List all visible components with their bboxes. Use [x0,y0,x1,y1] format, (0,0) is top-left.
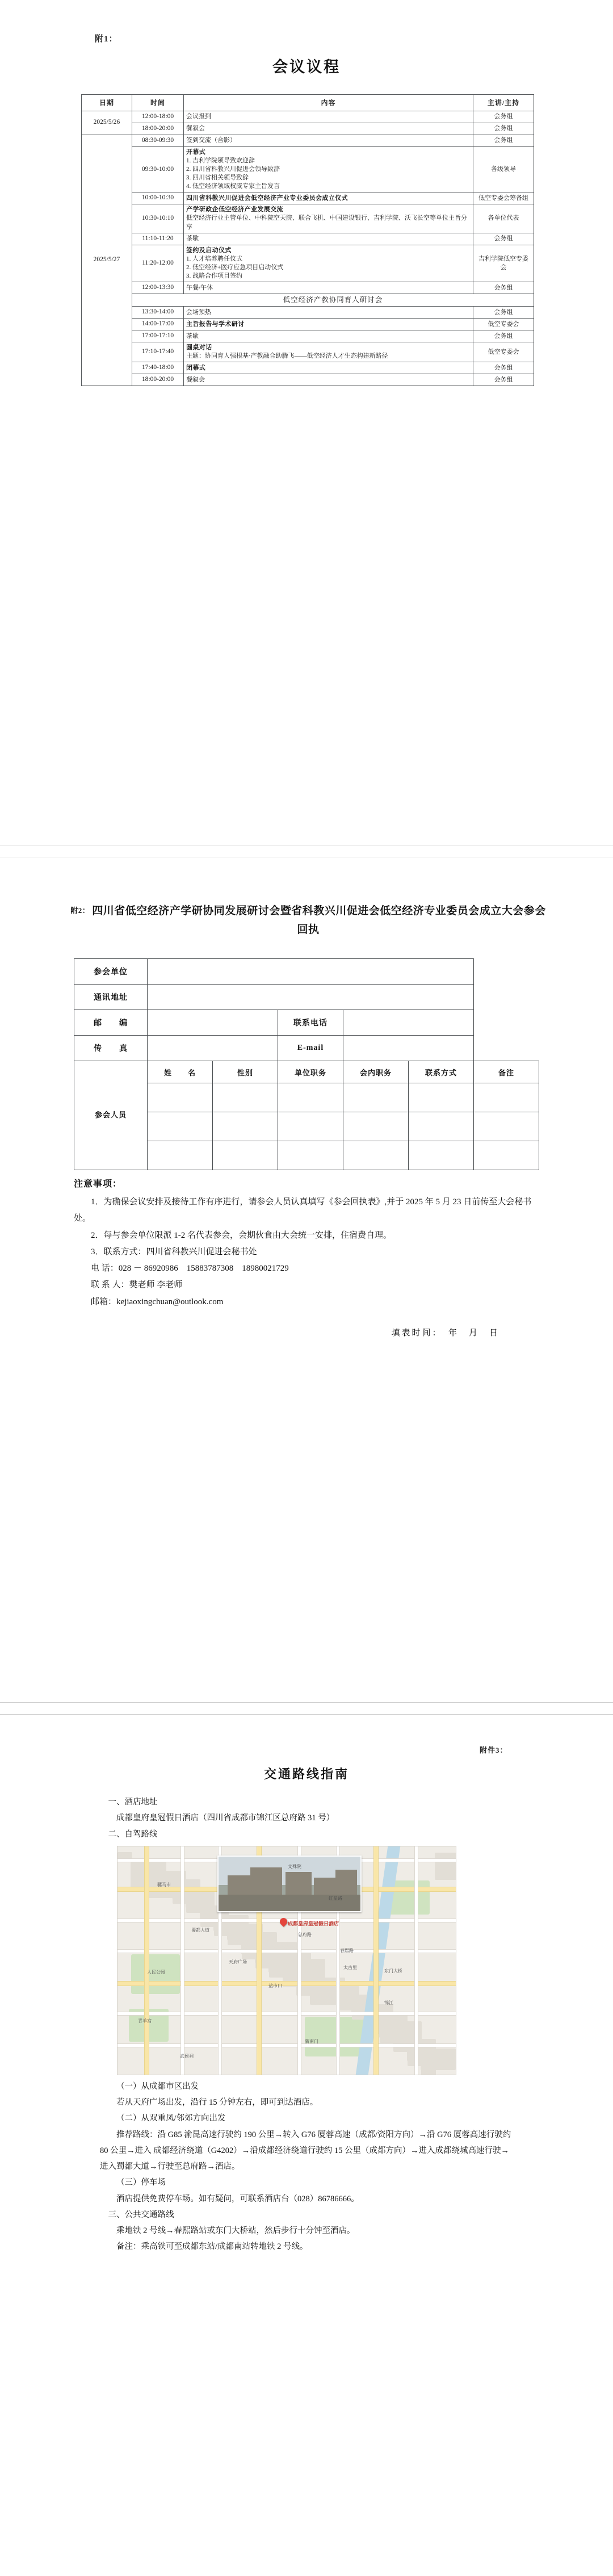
agenda-header-row [82,95,534,111]
agenda-time-cell: 12:00-13:30 [132,282,184,294]
agenda-time-cell: 13:30-14:00 [132,307,184,319]
field-gender[interactable] [213,1083,278,1112]
field-remark[interactable] [474,1083,539,1112]
map-road-horizontal [117,2044,456,2047]
agenda-host-cell: 低空专委会筹备组 [473,192,534,204]
map-place-label: 骡马市 [157,1882,171,1887]
transport-paragraph: （三）停车场 [116,2178,166,2188]
map-place-label: 红星路 [329,1895,342,1901]
page-separator-2 [0,1702,613,1715]
agenda-time-cell: 09:30-10:00 [132,146,184,192]
agenda-session-line: 签到交流（合影） [186,137,236,144]
col-header-position: 单位职务 [278,1061,343,1083]
map-place-label: 总府路 [298,1932,312,1937]
page-transport-guide [0,1715,613,2572]
receipt-heading [67,902,549,940]
agenda-row [82,342,534,362]
transport-paragraph: 备注：乘高铁可至成都东站/成都南站转地铁 2 号线。 [116,2242,308,2252]
agenda-host-cell: 会务组 [473,233,534,245]
field-name[interactable] [148,1141,213,1170]
attachment-label-3: 附件3： [480,1746,508,1754]
transport-section-heading: 二、自驾路线 [108,1829,158,1839]
agenda-content-cell [184,307,473,319]
agenda-time-cell: 14:00-17:00 [132,319,184,330]
attachment-label-2: 附2： [70,906,90,915]
col-header-remark: 备注 [474,1061,539,1083]
agenda-host-cell: 会务组 [473,362,534,374]
col-header-name: 姓 名 [148,1061,213,1083]
map-place-label: 成都皇府皇冠假日酒店 [288,1920,339,1926]
map-road-horizontal [117,1950,456,1953]
agenda-session-line: 餐叙会 [186,376,205,383]
field-mailing-address[interactable] [148,985,474,1010]
agenda-session-line: 午餐/午休 [186,284,213,291]
agenda-host-cell: 低空专委会 [473,319,534,330]
label-participants: 参会人员 [74,1061,148,1170]
agenda-time-cell: 12:00-18:00 [132,111,184,123]
col-header-inner-role: 会内职务 [343,1061,409,1083]
transport-section-heading: 三、公共交通路线 [108,2210,174,2219]
map-place-label: 东门大桥 [384,1968,402,1974]
agenda-session-line: 3. 四川省相关领导致辞 [186,174,249,182]
agenda-host-cell: 会务组 [473,307,534,319]
map-place-label: 武侯祠 [180,2053,194,2059]
map-place-label: 太古里 [343,1965,357,1970]
agenda-time-cell: 18:00-20:00 [132,123,184,135]
map-road-vertical [145,1846,149,2075]
map-city-block [435,1853,456,1880]
map-place-label: 青羊宫 [138,2018,152,2024]
note-item: 2．每与参会单位限派 1-2 名代表参会，会期伙食由大会统一安排，住宿费自理。 [91,1230,392,1240]
field-participating-unit[interactable] [148,959,474,985]
agenda-row [82,146,534,192]
notes-title: 注意事项： [74,1179,123,1189]
agenda-time-cell: 17:40-18:00 [132,362,184,374]
page-agenda [0,0,613,845]
agenda-row [82,233,534,245]
transport-paragraph: 推荐路线：沿 G85 渝昆高速行驶约 190 公里→转入 G76 厦蓉高速（成都/资阳方向）→沿 G76 厦蓉高速行驶约 80 公里→进入 成都经济绕道（G4202）→沿成都经济绕道行驶约 15 公里（成都方向）→进入成都绕城高速行驶→进入蜀都大道→行驶至总府路→酒店。 [100,2130,511,2172]
label-participating-unit: 参会单位 [74,959,148,985]
map-place-label: 春熙路 [340,1947,354,1953]
field-remark[interactable] [474,1112,539,1141]
agenda-content-cell [184,362,473,374]
map-place-label: 新南门 [305,2038,318,2044]
field-gender[interactable] [213,1141,278,1170]
note-item: 邮箱：kejiaoxingchuan@outlook.com [91,1297,224,1306]
agenda-session-title: 圆桌对话 [186,344,212,351]
field-name[interactable] [148,1112,213,1141]
transport-paragraph: 乘地铁 2 号线→春熙路站或东门大桥站，然后步行十分钟至酒店。 [116,2226,355,2236]
photo-building [228,1875,250,1895]
agenda-session-line: 1. 吉利学院领导致欢迎辞 [186,157,255,164]
map-city-block [268,1951,297,1972]
agenda-content-cell [184,330,473,342]
map-city-block [186,1898,200,1908]
agenda-session-title: 主旨报告与学术研讨 [186,320,245,328]
transport-paragraph: 酒店提供免费停车场。如有疑问，可联系酒店台（028）86786666。 [116,2194,359,2204]
photo-building [335,1870,357,1895]
receipt-form-table [74,958,539,1170]
field-inner-role[interactable] [343,1141,409,1170]
agenda-host-cell: 会务组 [473,111,534,123]
agenda-content-cell [184,146,473,192]
agenda-host-cell: 吉利学院低空专委会 [473,245,534,282]
col-header-content: 内容 [184,95,473,111]
agenda-content-cell [184,374,473,386]
transport-paragraph: （二）从双重凤/邻郊方向出发 [116,2114,226,2123]
map-place-label: 文殊院 [288,1863,301,1869]
map-place-label: 人民公园 [147,1969,165,1975]
agenda-row [82,245,534,282]
agenda-host-cell: 会务组 [473,282,534,294]
map-city-block [421,2049,456,2070]
field-position[interactable] [278,1083,343,1112]
label-postcode: 邮 编 [74,1010,148,1036]
agenda-date-cell: 2025/5/26 [82,111,132,135]
form-row-address [74,985,539,1010]
map-road-horizontal [117,1982,456,1986]
agenda-host-cell: 会务组 [473,123,534,135]
agenda-band-row [82,294,534,307]
field-contact-phone[interactable] [343,1010,474,1036]
form-fill-date-line: 填表时间： 年 月 日 [391,1329,499,1338]
agenda-host-cell: 会务组 [473,135,534,146]
agenda-host-cell: 会务组 [473,330,534,342]
agenda-content-cell [184,204,473,233]
page-separator-1 [0,845,613,857]
col-header-time: 时间 [132,95,184,111]
transport-paragraph: （一）从成都市区出发 [116,2081,199,2091]
agenda-content-cell [184,319,473,330]
agenda-content-cell [184,233,473,245]
field-gender[interactable] [213,1112,278,1141]
field-remark[interactable] [474,1141,539,1170]
agenda-session-line: 会场预热 [186,308,211,316]
agenda-content-cell [184,245,473,282]
map-place-label: 天府广场 [229,1959,247,1965]
agenda-date-cell: 2025/5/27 [82,135,132,386]
agenda-session-title: 四川省科教兴川促进会低空经济产业专业委员会成立仪式 [186,194,348,202]
agenda-session-line: 2. 四川省科教兴川促进会领导致辞 [186,165,280,173]
map-road-vertical [181,1846,184,2075]
photo-building [285,1872,312,1895]
field-contact[interactable] [409,1083,474,1112]
label-email: E-mail [278,1036,343,1061]
col-header-date: 日期 [82,95,132,111]
agenda-time-cell: 17:10-17:40 [132,342,184,362]
field-contact[interactable] [409,1141,474,1170]
agenda-content-cell: 餐叙会 [184,123,473,135]
agenda-content-cell [184,135,473,146]
agenda-session-title: 签约及启动仪式 [186,246,232,254]
field-contact[interactable] [409,1112,474,1141]
field-inner-role[interactable] [343,1112,409,1141]
map-park-area [305,2017,367,2056]
col-header-host: 主讲/主持 [473,95,534,111]
transport-section-heading: 一、酒店地址 [108,1798,158,1807]
field-email[interactable] [343,1036,474,1061]
map-road-vertical [374,1846,378,2075]
transport-paragraph: 成都皇府皇冠假日酒店（四川省成都市锦江区总府路 31 号） [116,1813,335,1823]
note-item: 联 系 人：樊老师 李老师 [91,1280,183,1290]
form-row-postcode-phone [74,1010,539,1036]
agenda-session-line: 茶歇 [186,235,199,242]
agenda-host-cell: 低空专委会 [473,342,534,362]
agenda-row [82,123,534,135]
agenda-time-cell: 11:10-11:20 [132,233,184,245]
agenda-host-cell: 会务组 [473,374,534,386]
transport-body [100,1794,514,2255]
agenda-session-line: 1. 人才培养聘任仪式 [186,255,242,262]
agenda-content-cell [184,282,473,294]
agenda-session-line: 2. 低空经济+医疗应急项目启动仪式 [186,264,284,271]
page-title-agenda: 会议议程 [272,58,341,76]
form-row-fax-email [74,1036,539,1061]
agenda-time-cell: 18:00-20:00 [132,374,184,386]
agenda-time-cell: 08:30-09:30 [132,135,184,146]
label-fax: 传 真 [74,1036,148,1061]
agenda-row [82,192,534,204]
agenda-session-title: 闭幕式 [186,364,206,371]
agenda-content-cell: 会议报到 [184,111,473,123]
agenda-band-label: 低空经济产教协同育人研讨会 [132,294,534,307]
agenda-row [82,374,534,386]
label-contact-phone: 联系电话 [278,1010,343,1036]
agenda-row [82,111,534,123]
agenda-time-cell: 17:00-17:10 [132,330,184,342]
map-city-block [227,1924,249,1940]
agenda-time-cell: 11:20-12:00 [132,245,184,282]
agenda-session-line: 主题：协同育人强根基·产教融合助腾飞——低空经济人才生态构建新路径 [186,353,388,360]
field-fax[interactable] [148,1036,278,1061]
agenda-row [82,135,534,146]
map-place-label: 盐市口 [268,1983,282,1988]
agenda-content-cell [184,342,473,362]
field-name[interactable] [148,1083,213,1112]
agenda-time-cell: 10:30-10:10 [132,204,184,233]
agenda-row [82,282,534,294]
page-title-transport: 交通路线指南 [263,1767,349,1781]
photo-building [250,1867,282,1895]
agenda-time-cell: 10:00-10:30 [132,192,184,204]
agenda-session-title: 开幕式 [186,148,206,156]
label-mailing-address: 通讯地址 [74,985,148,1010]
agenda-session-line: 4. 低空经济领域权威专家主旨发言 [186,183,280,190]
field-postcode[interactable] [148,1010,278,1036]
agenda-content-cell [184,192,473,204]
map-city-block [407,2039,422,2061]
map-place-label: 蜀都大道 [191,1927,209,1933]
agenda-row [82,204,534,233]
col-header-gender: 性别 [213,1061,278,1083]
note-item: 1．为确保会议安排及接待工作有序进行，请参会人员认真填写《参会回执表》,并于 2025 年 5 月 23 日前传至大会秘书处。 [74,1197,532,1224]
col-header-contact: 联系方式 [409,1061,474,1083]
agenda-table [81,94,534,386]
note-item: 3．联系方式：四川省科教兴川促进会秘书处 [91,1247,257,1256]
notes-block [74,1175,539,1310]
agenda-session-line: 低空经济行业主管单位、中科院空天院、联合飞机、中国建设银行、吉利学院、沃飞长空等单位主旨分享 [186,215,467,231]
agenda-row [82,330,534,342]
agenda-host-cell: 各单位代表 [473,204,534,233]
transport-paragraph: 若从天府广场出发，沿行 15 分钟左右，即可到达酒店。 [116,2098,318,2108]
page-registration-receipt [0,857,613,1702]
agenda-host-cell: 各级领导 [473,146,534,192]
form-row-unit [74,959,539,985]
field-position[interactable] [278,1141,343,1170]
map-road-vertical [415,1846,418,2075]
field-inner-role[interactable] [343,1083,409,1112]
hotel-location-map[interactable] [117,1846,456,2075]
map-road-horizontal [117,2012,456,2015]
agenda-session-line: 3. 战略合作项目签约 [186,273,242,280]
agenda-session-line: 茶歇 [186,332,199,340]
agenda-row [82,362,534,374]
field-position[interactable] [278,1112,343,1141]
map-place-label: 锦江 [384,2000,393,2005]
attachment-label-1: 附1： [95,35,118,44]
agenda-session-title: 产学研政企低空经济产业发展交流 [186,206,283,213]
note-item: 电 话：028 － 86920986 15883787308 18980021729 [91,1264,289,1274]
receipt-heading-text: 四川省低空经济产学研协同发展研讨会暨省科教兴川促进会低空经济专业委员会成立大会参会回执 [92,905,546,936]
agenda-row [82,319,534,330]
person-table-header-row [74,1061,539,1083]
agenda-row [82,307,534,319]
